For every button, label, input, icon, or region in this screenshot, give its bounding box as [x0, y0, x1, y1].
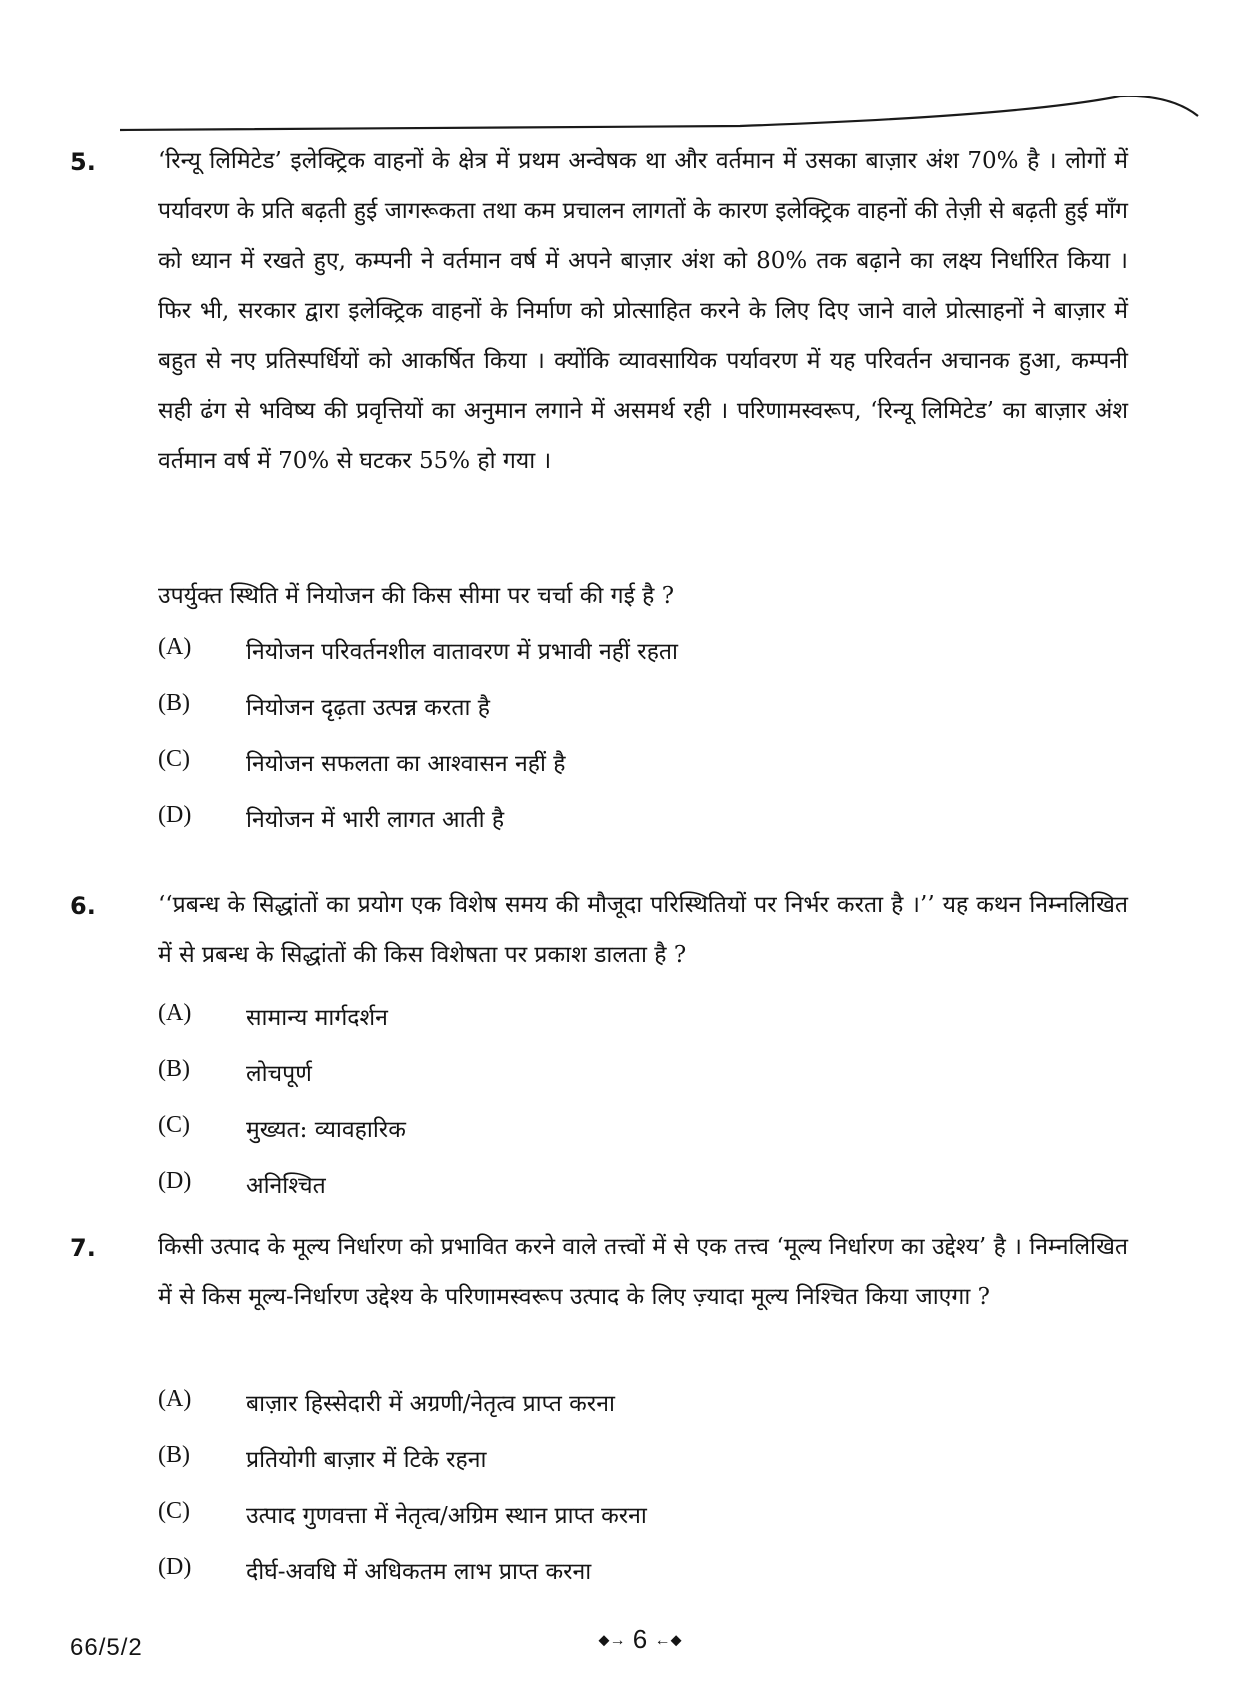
option-text: बाज़ार हिस्सेदारी में अग्रणी/नेतृत्व प्राप्त करना: [246, 1391, 615, 1417]
option-text: प्रतियोगी बाज़ार में टिके रहना: [246, 1447, 487, 1473]
option-text: नियोजन परिवर्तनशील वातावरण में प्रभावी नहीं रहता: [246, 639, 678, 665]
option-label: (D): [158, 802, 192, 828]
option-label: (A): [158, 634, 192, 660]
option-label: (A): [158, 1386, 192, 1412]
right-ornament-icon: ←⬥: [654, 1632, 682, 1650]
option-text: लोचपूर्ण: [246, 1061, 312, 1087]
page-number: [570, 1624, 710, 1655]
option-d[interactable]: [158, 802, 1058, 858]
option-a[interactable]: [158, 634, 1058, 690]
option-label: (D): [158, 1168, 192, 1194]
option-b[interactable]: [158, 1056, 1058, 1112]
question-number: 6.: [70, 892, 96, 920]
question-prompt: उपर्युक्त स्थिति में नियोजन की किस सीमा पर चर्चा की गई है ?: [158, 583, 675, 609]
option-text: नियोजन दृढ़ता उत्पन्न करता है: [246, 695, 490, 721]
option-text: सामान्य मार्गदर्शन: [246, 1005, 388, 1031]
option-text: उत्पाद गुणवत्ता में नेतृत्व/अग्रिम स्थान प्राप्त करना: [246, 1503, 647, 1529]
option-b[interactable]: [158, 690, 1058, 746]
paper-code: 66/5/2: [70, 1634, 143, 1661]
option-label: (C): [158, 746, 190, 772]
question-text: किसी उत्पाद के मूल्य निर्धारण को प्रभावित करने वाले तत्त्वों में से एक तत्त्व ‘मूल्य निर्धारण का उद्देश्य’ है । निम्नलिखित में से किस मूल्य-निर्धारण उद्देश्य के परिणामस्वरूप उत्पाद के लिए ज़्यादा मूल्य निश्चित किया जाएगा ?: [158, 1234, 1128, 1310]
option-label: (C): [158, 1498, 190, 1524]
option-text: मुख्यत: व्यावहारिक: [246, 1117, 406, 1143]
option-a[interactable]: [158, 1000, 1058, 1056]
option-text: नियोजन सफलता का आश्वासन नहीं है: [246, 751, 566, 777]
option-d[interactable]: [158, 1554, 1058, 1610]
option-label: (B): [158, 1056, 190, 1082]
top-rule: [120, 96, 1200, 136]
option-label: (B): [158, 1442, 190, 1468]
option-c[interactable]: [158, 1498, 1058, 1554]
option-d[interactable]: [158, 1168, 1058, 1224]
question-number: 5.: [70, 148, 96, 176]
option-text: दीर्घ-अवधि में अधिकतम लाभ प्राप्त करना: [246, 1559, 592, 1585]
option-text: अनिश्चित: [246, 1173, 326, 1199]
page-number-value: 6: [632, 1624, 648, 1654]
option-label: (B): [158, 690, 190, 716]
question-number: 7.: [70, 1234, 96, 1262]
option-list: [158, 1386, 1058, 1610]
option-label: (D): [158, 1554, 192, 1580]
option-b[interactable]: [158, 1442, 1058, 1498]
option-list: [158, 634, 1058, 858]
option-text: नियोजन में भारी लागत आती है: [246, 807, 505, 833]
option-c[interactable]: [158, 746, 1058, 802]
option-list: [158, 1000, 1058, 1224]
option-label: (A): [158, 1000, 192, 1026]
question-text: ‘रिन्यू लिमिटेड’ इलेक्ट्रिक वाहनों के क्षेत्र में प्रथम अन्वेषक था और वर्तमान में उसका बाज़ार अंश 70% है । लोगों में पर्यावरण के प्रति बढ़ती हुई जागरूकता तथा कम प्रचालन लागतों के कारण इलेक्ट्रिक वाहनों की तेज़ी से बढ़ती हुई माँग को ध्यान में रखते हुए, कम्पनी ने वर्तमान वर्ष में अपने बाज़ार अंश को 80% तक बढ़ाने का लक्ष्य निर्धारित किया । फिर भी, सरकार द्वारा इलेक्ट्रिक वाहनों के निर्माण को प्रोत्साहित करने के लिए दिए जाने वाले प्रोत्साहनों ने बाज़ार में बहुत से नए प्रतिस्पर्धियों को आकर्षित किया । क्योंकि व्यावसायिक पर्यावरण में यह परिवर्तन अचानक हुआ, कम्पनी सही ढंग से भविष्य की प्रवृत्तियों का अनुमान लगाने में असमर्थ रही । परिणामस्वरूप, ‘रिन्यू लिमिटेड’ का बाज़ार अंश वर्तमान वर्ष में 70% से घटकर 55% हो गया ।: [158, 148, 1128, 474]
option-label: (C): [158, 1112, 190, 1138]
left-ornament-icon: ⬥→: [598, 1632, 626, 1650]
option-a[interactable]: [158, 1386, 1058, 1442]
question-text: ‘‘प्रबन्ध के सिद्धांतों का प्रयोग एक विशेष समय की मौजूदा परिस्थितियों पर निर्भर करता है ।’’ यह कथन निम्नलिखित में से प्रबन्ध के सिद्धांतों की किस विशेषता पर प्रकाश डालता है ?: [158, 892, 1128, 968]
option-c[interactable]: [158, 1112, 1058, 1168]
